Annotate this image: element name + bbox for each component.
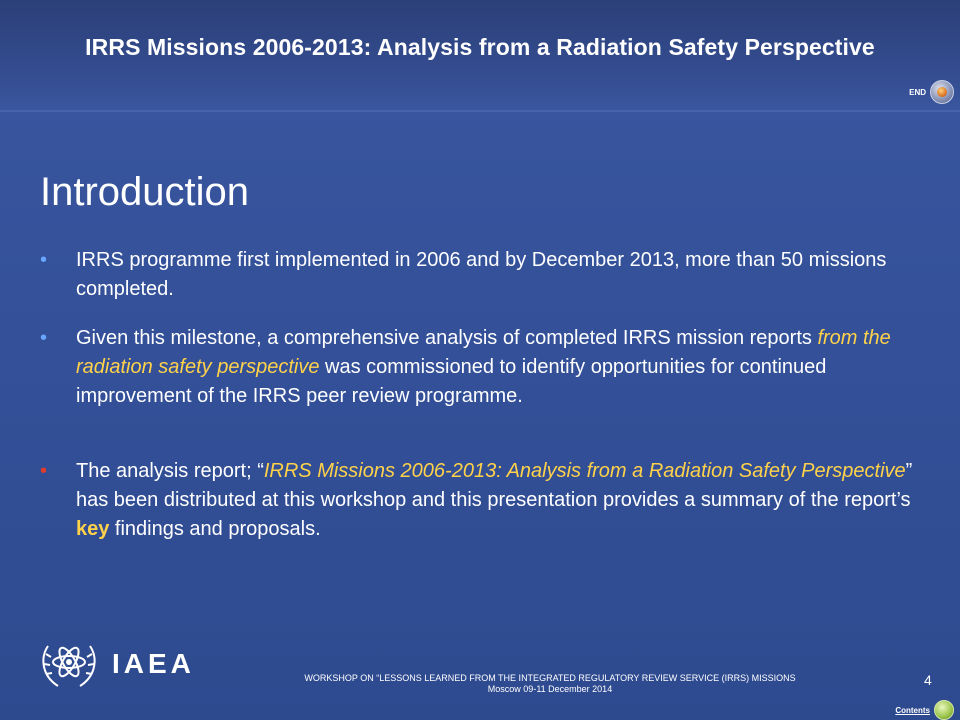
bullet-text-part: findings and proposals. <box>109 518 321 540</box>
footer-text <box>0 673 960 695</box>
bullet-text-part: The analysis report; “ <box>76 460 264 482</box>
date-line: Moscow 09-11 December 2014 <box>487 684 613 694</box>
end-link[interactable] <box>909 80 954 104</box>
slide-title: IRRS Missions 2006-2013: Analysis from a Radiation Safety Perspective <box>85 34 875 60</box>
bullet-dot: • <box>40 460 48 482</box>
section-heading: Introduction <box>40 170 250 214</box>
contents-label[interactable]: Contents <box>895 705 930 715</box>
bullet-text-part: was commissioned to identify opportunities for continued improvement of the IRRS peer review programme. <box>76 356 827 407</box>
bullet-text-part: ” has been distributed at this workshop and this presentation provides a summary of the report’s <box>76 460 913 511</box>
bullet-item <box>40 246 920 304</box>
workshop-line: WORKSHOP ON “LESSONS LEARNED FROM THE INTEGRATED REGULATORY REVIEW SERVICE (IRRS) MISSIONS <box>304 673 796 683</box>
bullet-text: IRRS programme first implemented in 2006 and by December 2013, more than 50 missions completed. <box>76 249 887 300</box>
iaea-wordmark: IAEA <box>112 648 195 679</box>
bullet-list <box>40 246 920 544</box>
bullet-key-word: key <box>76 518 110 540</box>
header-divider <box>0 110 960 112</box>
bullet-highlight: from the radiation safety perspective <box>76 327 891 378</box>
contents-link[interactable] <box>895 700 954 720</box>
bullet-dot: • <box>40 249 48 271</box>
bullet-item <box>40 457 920 544</box>
bullet-text-part: Given this milestone, a comprehensive analysis of completed IRRS mission reports <box>76 327 818 349</box>
end-label[interactable]: END <box>909 87 926 97</box>
bullet-dot: • <box>40 327 48 349</box>
contents-button-icon[interactable] <box>934 700 954 720</box>
bullet-item <box>40 324 920 411</box>
page-number: 4 <box>924 672 932 688</box>
end-button-icon[interactable] <box>930 80 954 104</box>
bullet-highlight: IRRS Missions 2006-2013: Analysis from a Radiation Safety Perspective <box>263 460 906 482</box>
